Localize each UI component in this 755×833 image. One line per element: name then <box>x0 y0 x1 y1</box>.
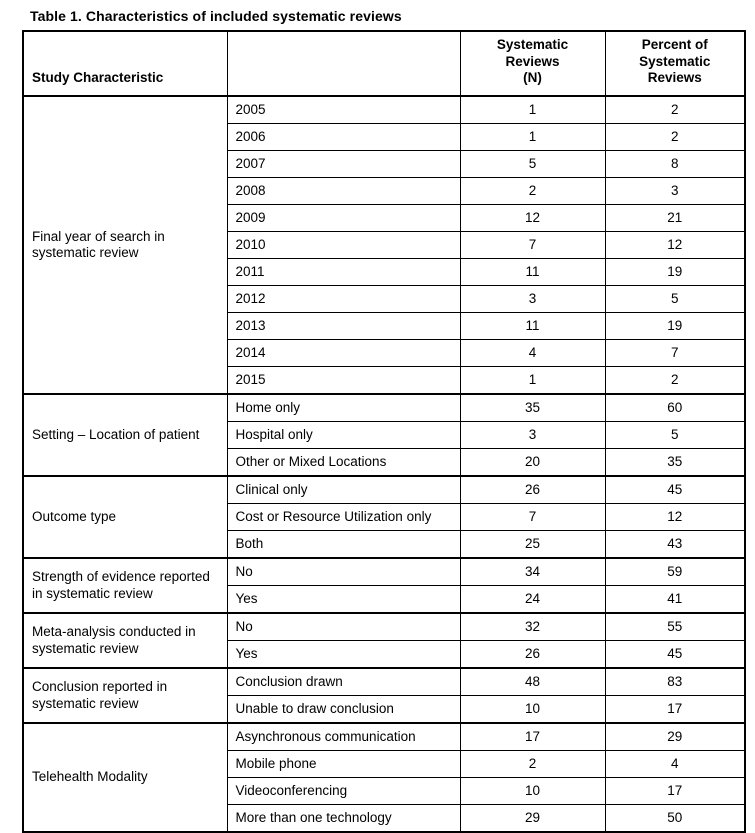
category-cell: 2009 <box>227 205 460 232</box>
category-cell: No <box>227 613 460 641</box>
header-percent-line2: Systematic <box>639 53 711 69</box>
percent-cell: 2 <box>605 367 745 395</box>
characteristics-table <box>22 30 746 833</box>
category-cell: 2014 <box>227 340 460 367</box>
percent-cell: 5 <box>605 286 745 313</box>
category-cell: Conclusion drawn <box>227 668 460 696</box>
percent-cell: 29 <box>605 723 745 751</box>
count-cell: 10 <box>460 696 605 724</box>
percent-cell: 21 <box>605 205 745 232</box>
count-cell: 11 <box>460 259 605 286</box>
table-header <box>23 31 745 96</box>
count-cell: 26 <box>460 476 605 504</box>
percent-cell: 45 <box>605 641 745 669</box>
table-row <box>23 668 745 696</box>
category-cell: 2013 <box>227 313 460 340</box>
percent-cell: 4 <box>605 751 745 778</box>
count-cell: 34 <box>460 558 605 586</box>
count-cell: 35 <box>460 394 605 422</box>
category-cell: Clinical only <box>227 476 460 504</box>
percent-cell: 45 <box>605 476 745 504</box>
category-cell: Hospital only <box>227 422 460 449</box>
count-cell: 1 <box>460 124 605 151</box>
category-cell: Videoconferencing <box>227 778 460 805</box>
table-row <box>23 613 745 641</box>
category-cell: 2012 <box>227 286 460 313</box>
category-cell: 2007 <box>227 151 460 178</box>
category-cell: Asynchronous communication <box>227 723 460 751</box>
header-category <box>227 31 460 96</box>
characteristic-cell: Final year of search in systematic review <box>23 96 227 394</box>
percent-cell: 35 <box>605 449 745 477</box>
table-row <box>23 723 745 751</box>
header-systematic-reviews-n-line1: Systematic Reviews <box>496 37 569 69</box>
count-cell: 20 <box>460 449 605 477</box>
percent-cell: 7 <box>605 340 745 367</box>
category-cell: Home only <box>227 394 460 422</box>
percent-cell: 19 <box>605 313 745 340</box>
percent-cell: 3 <box>605 178 745 205</box>
count-cell: 5 <box>460 151 605 178</box>
header-percent-line3: Reviews <box>647 69 702 85</box>
category-cell: Other or Mixed Locations <box>227 449 460 477</box>
percent-cell: 17 <box>605 778 745 805</box>
table-title: Table 1. Characteristics of included systematic reviews <box>30 8 402 24</box>
count-cell: 7 <box>460 232 605 259</box>
count-cell: 26 <box>460 641 605 669</box>
characteristic-cell: Setting – Location of patient <box>23 394 227 476</box>
category-cell: 2010 <box>227 232 460 259</box>
percent-cell: 43 <box>605 531 745 559</box>
category-cell: 2005 <box>227 96 460 124</box>
category-cell: No <box>227 558 460 586</box>
count-cell: 32 <box>460 613 605 641</box>
count-cell: 3 <box>460 286 605 313</box>
characteristic-cell: Meta-analysis conducted in systematic review <box>23 613 227 668</box>
count-cell: 24 <box>460 586 605 614</box>
count-cell: 48 <box>460 668 605 696</box>
count-cell: 1 <box>460 96 605 124</box>
header-row <box>23 31 745 96</box>
table-row <box>23 394 745 422</box>
count-cell: 11 <box>460 313 605 340</box>
category-cell: Mobile phone <box>227 751 460 778</box>
header-study-characteristic: Study Characteristic <box>23 31 227 96</box>
header-percent-line1: Percent of <box>641 37 708 53</box>
percent-cell: 41 <box>605 586 745 614</box>
percent-cell: 55 <box>605 613 745 641</box>
percent-cell: 19 <box>605 259 745 286</box>
characteristic-cell: Conclusion reported in systematic review <box>23 668 227 723</box>
count-cell: 7 <box>460 504 605 531</box>
percent-cell: 17 <box>605 696 745 724</box>
count-cell: 12 <box>460 205 605 232</box>
category-cell: Cost or Resource Utilization only <box>227 504 460 531</box>
characteristic-cell: Telehealth Modality <box>23 723 227 832</box>
table-row <box>23 96 745 124</box>
percent-cell: 83 <box>605 668 745 696</box>
characteristic-cell: Strength of evidence reported in systematic review <box>23 558 227 613</box>
category-cell: 2008 <box>227 178 460 205</box>
count-cell: 10 <box>460 778 605 805</box>
percent-cell: 50 <box>605 805 745 833</box>
count-cell: 2 <box>460 751 605 778</box>
category-cell: Yes <box>227 641 460 669</box>
count-cell: 17 <box>460 723 605 751</box>
category-cell: 2011 <box>227 259 460 286</box>
percent-cell: 59 <box>605 558 745 586</box>
percent-cell: 5 <box>605 422 745 449</box>
count-cell: 3 <box>460 422 605 449</box>
count-cell: 25 <box>460 531 605 559</box>
count-cell: 4 <box>460 340 605 367</box>
header-systematic-reviews-n <box>460 31 605 96</box>
count-cell: 29 <box>460 805 605 833</box>
table-row <box>23 558 745 586</box>
percent-cell: 12 <box>605 232 745 259</box>
table-row <box>23 476 745 504</box>
header-percent-of-systematic-reviews <box>605 31 745 96</box>
category-cell: Yes <box>227 586 460 614</box>
count-cell: 2 <box>460 178 605 205</box>
table-body <box>23 96 745 832</box>
count-cell: 1 <box>460 367 605 395</box>
category-cell: Both <box>227 531 460 559</box>
characteristic-cell: Outcome type <box>23 476 227 558</box>
header-systematic-reviews-n-line2: (N) <box>523 69 542 85</box>
category-cell: Unable to draw conclusion <box>227 696 460 724</box>
percent-cell: 12 <box>605 504 745 531</box>
percent-cell: 8 <box>605 151 745 178</box>
percent-cell: 2 <box>605 96 745 124</box>
category-cell: 2006 <box>227 124 460 151</box>
category-cell: 2015 <box>227 367 460 395</box>
percent-cell: 2 <box>605 124 745 151</box>
percent-cell: 60 <box>605 394 745 422</box>
category-cell: More than one technology <box>227 805 460 833</box>
